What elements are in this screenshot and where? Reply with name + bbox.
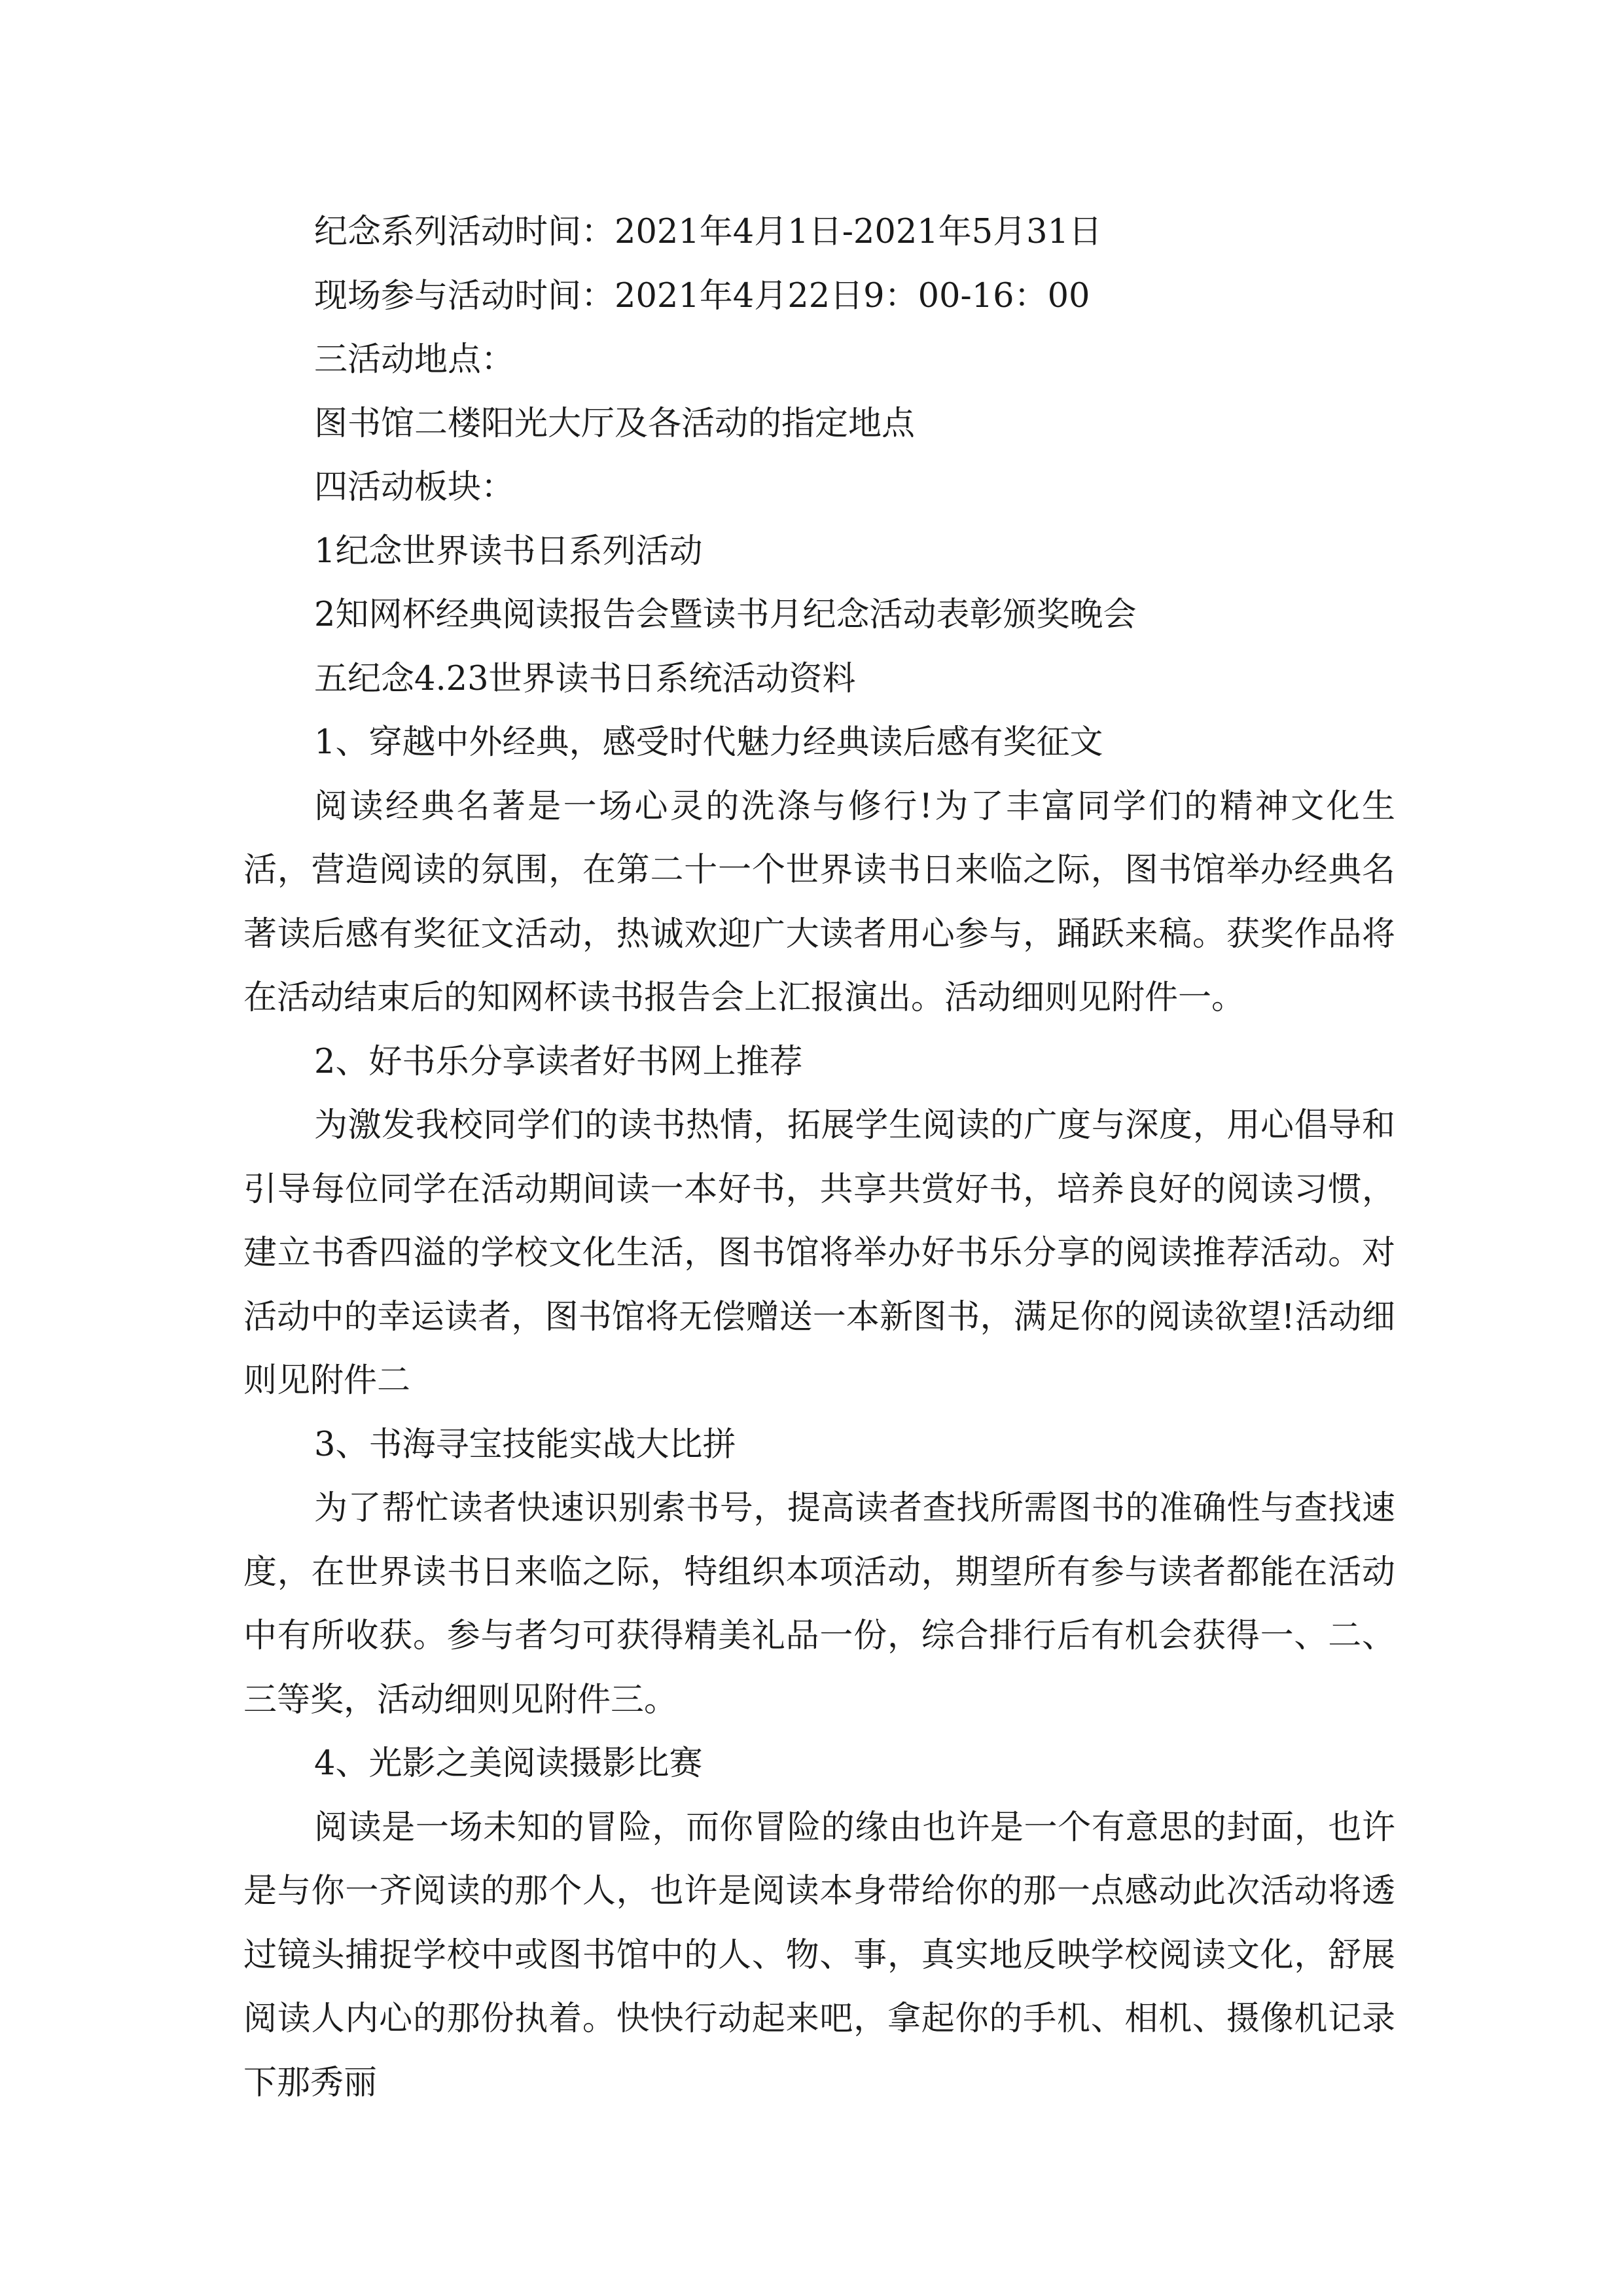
activity-heading-4: 4、光影之美阅读摄影比赛 [314, 1744, 703, 1783]
module-item-2: 2知网杯经典阅读报告会暨读书月纪念活动表彰颁奖晚会 [314, 596, 1137, 634]
activity-heading-1: 1、穿越中外经典，感受时代魅力经典读后感有奖征文 [314, 723, 1103, 762]
module-item-1: 1纪念世界读书日系列活动 [314, 531, 703, 571]
activity-period-line: 纪念系列活动时间：2021年4月1日-2021年5月31日 [314, 213, 1103, 251]
activity-body-4: 阅读是一场未知的冒险，而你冒险的缘由也许是一个有意思的封面，也许是与你一齐阅读的那个人，也许是阅读本身带给你的那一点感动此次活动将透过镜头捕捉学校中或图书馆中的人、物、事，真实地反映学校阅读文化，舒展阅读人内心的那份执着。快快行动起来吧，拿起你的手机、相机、摄像机记录下那秀丽 [243, 1808, 1395, 2102]
section-heading-location: 三活动地点： [314, 340, 515, 379]
document-body [243, 200, 1395, 2115]
activity-body-2: 为激发我校同学们的读书热情，拓展学生阅读的广度与深度，用心倡导和引导每位同学在活动期间读一本好书，共享共赏好书，培养良好的阅读习惯，建立书香四溢的学校文化生活，图书馆将举办好书乐分享的阅读推荐活动。对活动中的幸运读者，图书馆将无偿赠送一本新图书，满足你的阅读欲望!活动细则见附件二 [243, 1106, 1395, 1400]
activity-heading-3: 3、书海寻宝技能实战大比拼 [314, 1425, 736, 1464]
onsite-time-line: 现场参与活动时间：2021年4月22日9：00-16：00 [314, 276, 1090, 315]
activity-body-3: 为了帮忙读者快速识别索书号，提高读者查找所需图书的准确性与查找速度，在世界读书日来临之际，特组织本项活动，期望所有参与读者都能在活动中有所收获。参与者匀可获得精美礼品一份，综合排行后有机会获得一、二、三等奖，活动细则见附件三。 [243, 1489, 1395, 1719]
location-text: 图书馆二楼阳光大厅及各活动的指定地点 [314, 404, 916, 443]
activity-heading-2: 2、好书乐分享读者好书网上推荐 [314, 1042, 803, 1081]
section-heading-materials: 五纪念4.23世界读书日系统活动资料 [314, 659, 856, 698]
section-heading-modules: 四活动板块： [314, 468, 515, 507]
activity-body-1: 阅读经典名著是一场心灵的洗涤与修行!为了丰富同学们的精神文化生活，营造阅读的氛围，在第二十一个世界读书日来临之际，图书馆举办经典名著读后感有奖征文活动，热诚欢迎广大读者用心参与，踊跃来稿。获奖作品将在活动结束后的知网杯读书报告会上汇报演出。活动细则见附件一。 [243, 787, 1395, 1017]
